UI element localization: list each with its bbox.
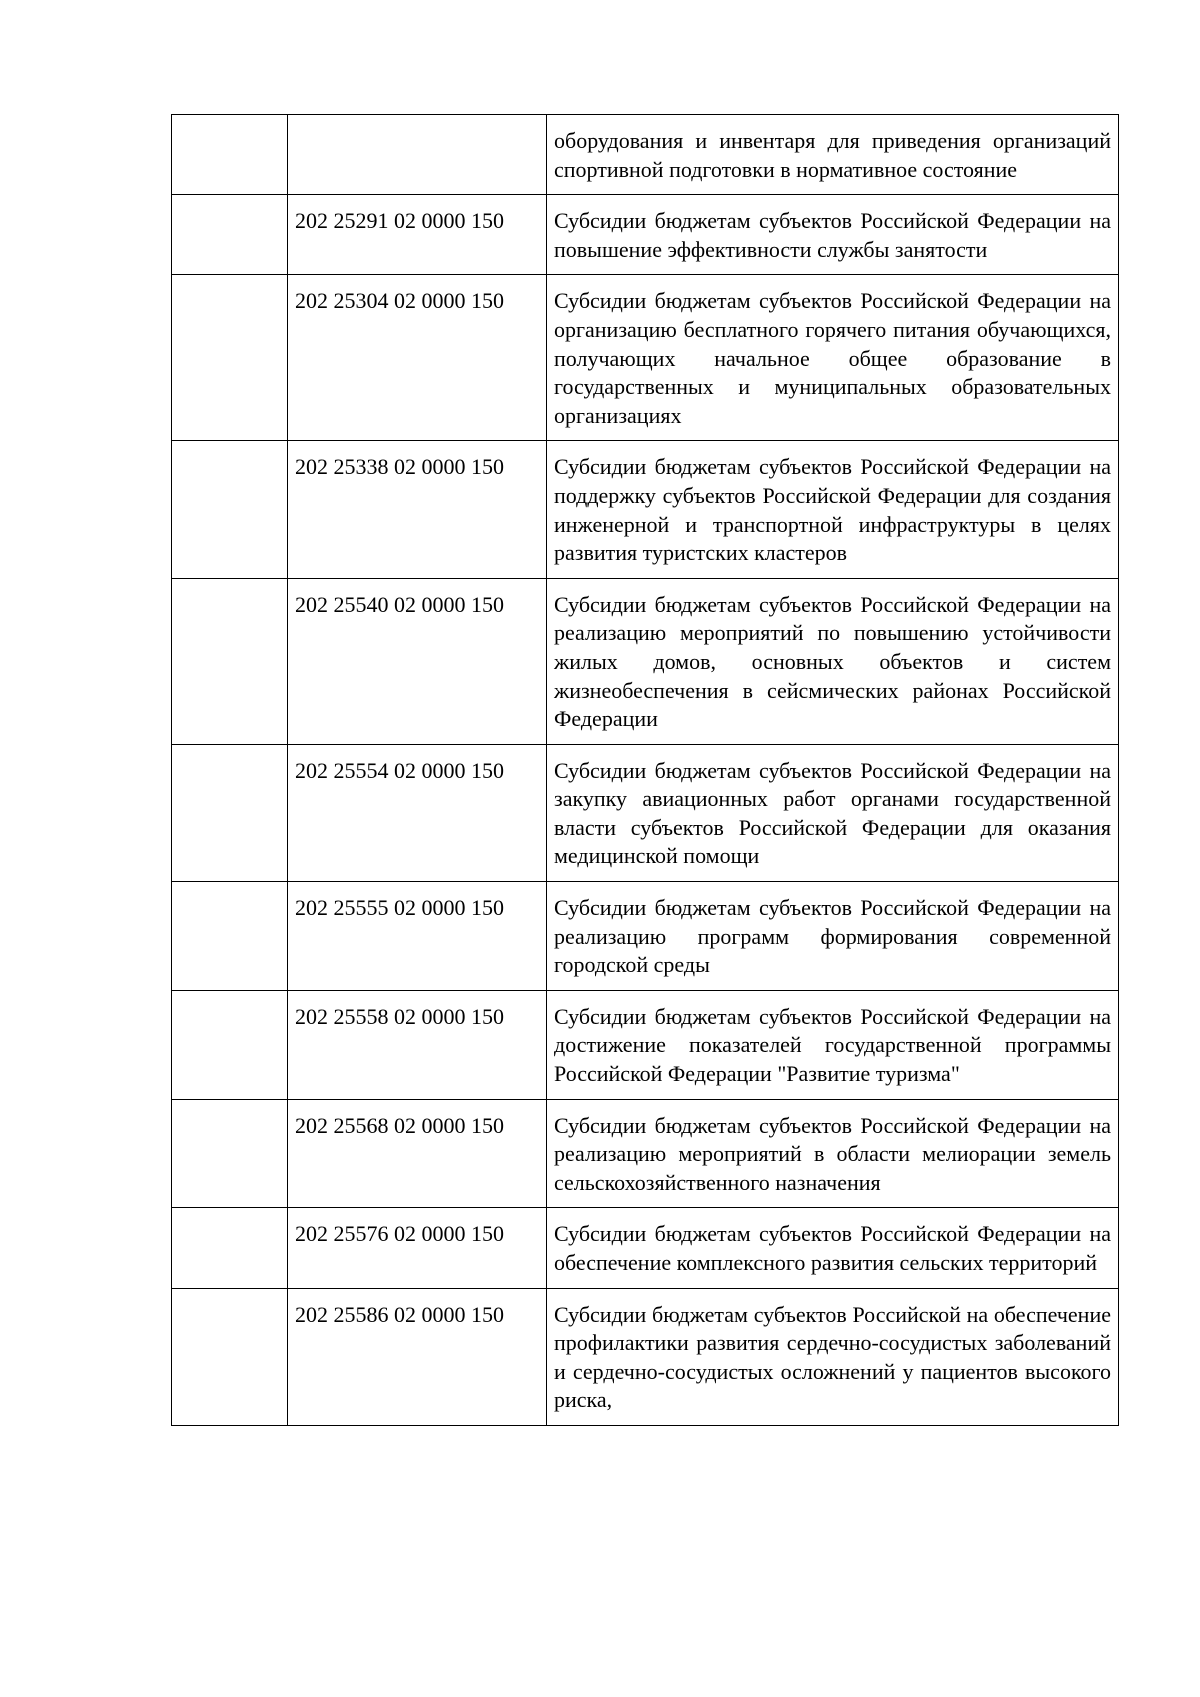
description-cell: Субсидии бюджетам субъектов Российской Федерации на реализацию программ формирования современной городской среды [547,882,1119,991]
row-number-cell [172,882,288,991]
row-number-cell [172,990,288,1099]
description-cell: Субсидии бюджетам субъектов Российской на обеспечение профилактики развития сердечно-сосудистых заболеваний и сердечно-сосудистых осложнений у пациентов высокого риска, [547,1288,1119,1425]
row-number-cell [172,744,288,881]
row-number-cell [172,441,288,578]
budget-code-cell: 202 25291 02 0000 150 [288,195,547,275]
budget-code-cell: 202 25540 02 0000 150 [288,578,547,744]
budget-code-cell: 202 25568 02 0000 150 [288,1099,547,1208]
row-number-cell [172,275,288,441]
table-row [172,275,1119,441]
table-row [172,195,1119,275]
description-cell: Субсидии бюджетам субъектов Российской Федерации на повышение эффективности службы занятости [547,195,1119,275]
table-row [172,115,1119,195]
budget-code-cell: 202 25338 02 0000 150 [288,441,547,578]
table-row [172,990,1119,1099]
table-row [172,1099,1119,1208]
table-row [172,441,1119,578]
description-cell: Субсидии бюджетам субъектов Российской Федерации на достижение показателей государственной программы Российской Федерации "Развитие туризма" [547,990,1119,1099]
budget-code-cell [288,115,547,195]
budget-code-cell: 202 25558 02 0000 150 [288,990,547,1099]
table-row [172,744,1119,881]
row-number-cell [172,195,288,275]
row-number-cell [172,1099,288,1208]
table-row [172,1208,1119,1288]
budget-code-cell: 202 25304 02 0000 150 [288,275,547,441]
budget-code-cell: 202 25576 02 0000 150 [288,1208,547,1288]
description-cell: Субсидии бюджетам субъектов Российской Федерации на закупку авиационных работ органами государственной власти субъектов Российской Федерации для оказания медицинской помощи [547,744,1119,881]
budget-code-cell: 202 25554 02 0000 150 [288,744,547,881]
table-row [172,1288,1119,1425]
budget-codes-table [171,114,1119,1426]
table-row [172,578,1119,744]
description-cell: Субсидии бюджетам субъектов Российской Федерации на организацию бесплатного горячего питания обучающихся, получающих начальное общее образование в государственных и муниципальных образовательных организациях [547,275,1119,441]
table-row [172,882,1119,991]
row-number-cell [172,115,288,195]
row-number-cell [172,1288,288,1425]
row-number-cell [172,1208,288,1288]
row-number-cell [172,578,288,744]
description-cell: Субсидии бюджетам субъектов Российской Федерации на реализацию мероприятий в области мелиорации земель сельскохозяйственного назначения [547,1099,1119,1208]
budget-code-cell: 202 25586 02 0000 150 [288,1288,547,1425]
description-cell: Субсидии бюджетам субъектов Российской Федерации на реализацию мероприятий по повышению устойчивости жилых домов, основных объектов и систем жизнеобеспечения в сейсмических районах Российской Федерации [547,578,1119,744]
budget-code-cell: 202 25555 02 0000 150 [288,882,547,991]
description-cell: Субсидии бюджетам субъектов Российской Федерации на обеспечение комплексного развития сельских территорий [547,1208,1119,1288]
description-cell: оборудования и инвентаря для приведения организаций спортивной подготовки в нормативное состояние [547,115,1119,195]
description-cell: Субсидии бюджетам субъектов Российской Федерации на поддержку субъектов Российской Федерации для создания инженерной и транспортной инфраструктуры в целях развития туристских кластеров [547,441,1119,578]
